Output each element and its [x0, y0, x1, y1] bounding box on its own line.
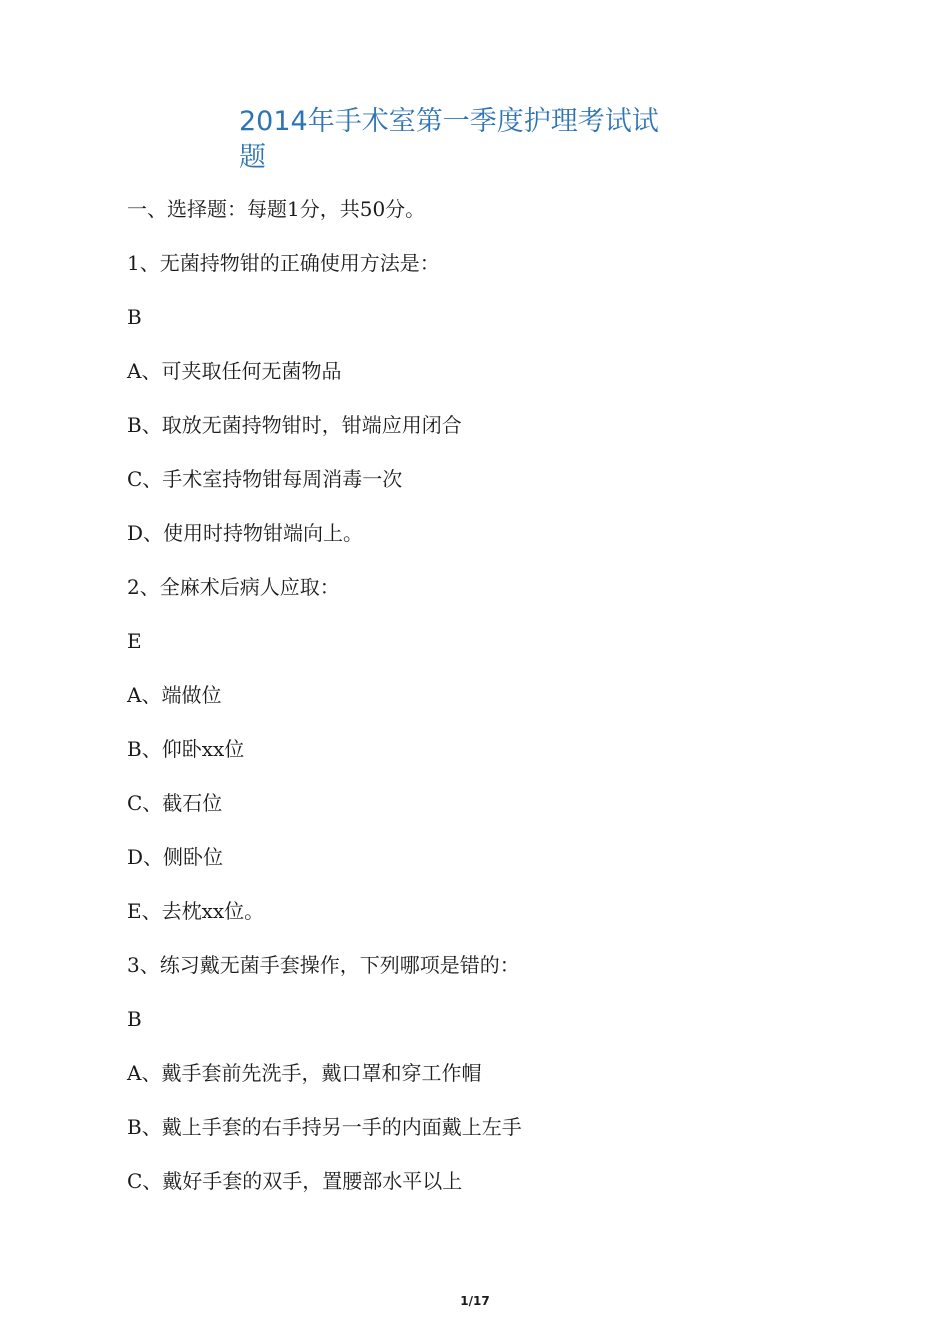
option-3b: B、戴上手套的右手持另一手的内面戴上左手	[127, 1115, 522, 1139]
option-1a: A、可夹取任何无菌物品	[127, 359, 342, 383]
question-3: 3、练习戴无菌手套操作，下列哪项是错的：	[127, 953, 520, 977]
answer-1: B	[127, 305, 142, 329]
option-2e: E、去枕xx位。	[127, 899, 265, 923]
option-3a: A、戴手套前先洗手，戴口罩和穿工作帽	[127, 1061, 482, 1085]
option-2b: B、仰卧xx位	[127, 737, 245, 761]
question-1: 1、无菌持物钳的正确使用方法是：	[127, 251, 440, 275]
page-number: 1/17	[460, 1294, 490, 1308]
answer-2: E	[127, 629, 142, 653]
answer-3: B	[127, 1007, 142, 1031]
option-1b: B、取放无菌持物钳时，钳端应用闭合	[127, 413, 462, 437]
question-2: 2、全麻术后病人应取：	[127, 575, 340, 599]
option-2d: D、侧卧位	[127, 845, 224, 869]
option-2a: A、端做位	[127, 683, 222, 707]
document-title: 2014年手术室第一季度护理考试试题	[239, 106, 659, 173]
option-2c: C、截石位	[127, 791, 223, 815]
question-list	[127, 194, 887, 1220]
section-heading: 一、选择题：每题1分，共50分。	[127, 197, 426, 221]
option-1d: D、使用时持物钳端向上。	[127, 521, 364, 545]
option-3c: C、戴好手套的双手，置腰部水平以上	[127, 1169, 463, 1193]
option-1c: C、手术室持物钳每周消毒一次	[127, 467, 403, 491]
